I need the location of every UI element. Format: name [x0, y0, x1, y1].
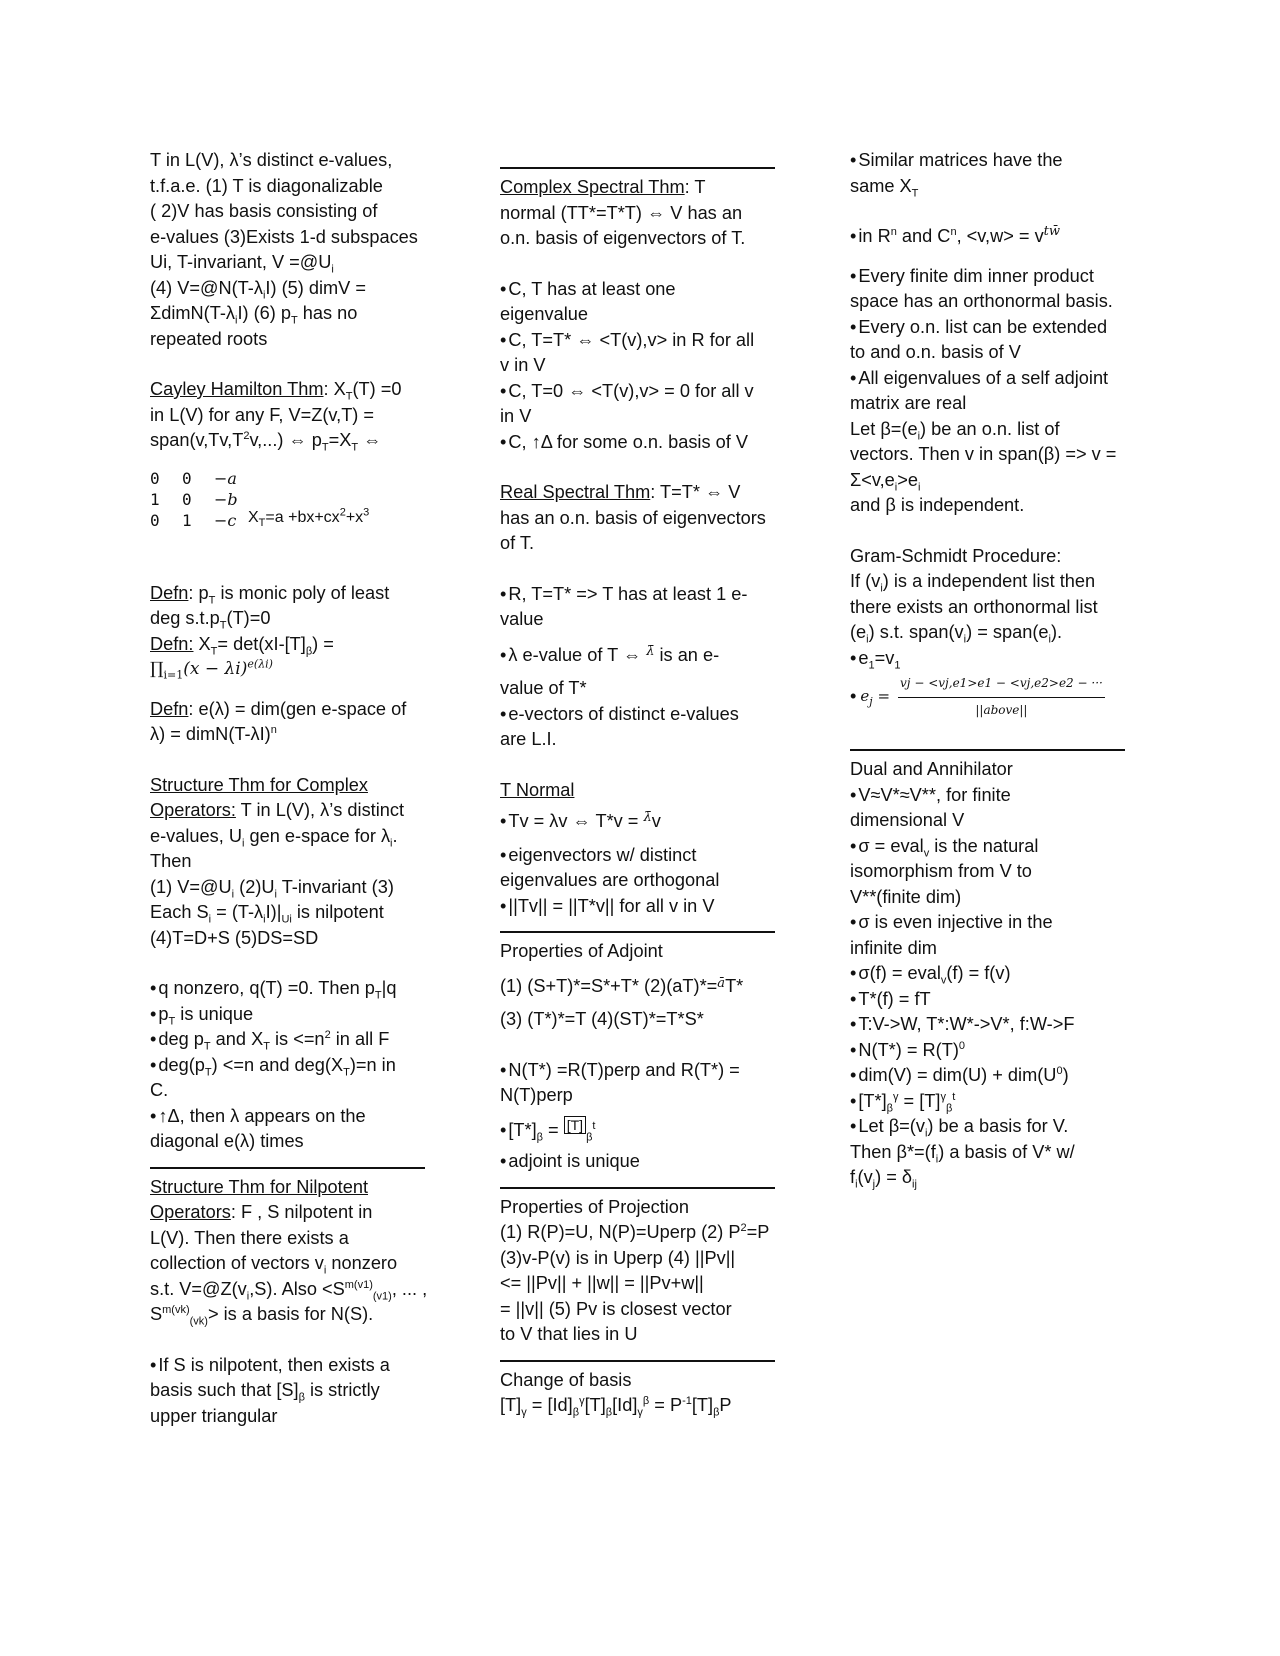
char-poly: $X_T=a +bx+cx^2+x^3$ [248, 506, 370, 530]
text-line: there exists an orthonormal list [850, 596, 1098, 617]
text-line: (1) $V=@U_i$ $(2)U_i$ T-invariant (3) [150, 876, 394, 901]
divider [500, 1360, 775, 1362]
text-line: Then [150, 851, 192, 871]
divider [850, 749, 1125, 751]
bullet: • deg $p_T$ and $X_T$ is $<=n^2$ in all F [150, 1027, 430, 1053]
text-line: v in V [500, 355, 546, 375]
text-line: value of T* [500, 678, 587, 698]
bullet: • $[T*]_\beta = [T]_\beta^t$ [500, 1113, 780, 1144]
text-line: Operators: F , S nilpotent in [150, 1202, 373, 1222]
column-left [150, 148, 430, 1429]
bullet: • eigenvectors w/ distinct [500, 843, 780, 869]
text-line: space has an orthonormal basis. [850, 291, 1113, 311]
fraction: $\frac{vj - <vj,e1>e1 - <vj,e2>e2 - \cdot\cdot\cdot}{\text{||above||}}$ [898, 671, 1105, 723]
bullet: • q nonzero, q(T) =0. Then $p_T|q$ [150, 976, 430, 1002]
bullet: • Similar matrices have the [850, 148, 1130, 174]
bullet: • If S is nilpotent, then exists a [150, 1353, 430, 1379]
divider [150, 1167, 425, 1169]
defn-minimal-poly: Defn: $p_T$ is monic poly of least [150, 582, 390, 607]
text-line: collection of vectors $v_i$ nonzero [150, 1253, 398, 1277]
text-line: eigenvalue [500, 304, 588, 324]
text-line: same $X_T$ [850, 175, 919, 200]
divider [500, 1187, 775, 1189]
product-formula: $\prod_{i=1}(x - \lambda i)^{e(\lambda i)}$ [150, 657, 273, 682]
text-line: value [500, 609, 544, 629]
text-line: infinite dim [850, 937, 937, 958]
text-line: deg $s.t.p_T(T)=0$ [150, 608, 271, 632]
bullet: • σ is even injective in the [850, 910, 1130, 936]
bullet: • σ(f) = eval$_v$(f) = f(v) [850, 961, 1130, 987]
text-line: e-values (3)Exists 1-d subspaces [150, 226, 418, 247]
bullet: • N(T*) =R(T)perp and R(T*) = [500, 1058, 780, 1084]
bullet: • ↑Δ, then λ appears on the [150, 1104, 430, 1130]
bullet: • λ e-value of T ⇔ $^{\lambdā}$ is an e- [500, 639, 780, 669]
text-line: (4)T=D+S (5)DS=SD [150, 927, 319, 948]
bullet: • e-vectors of distinct e-values [500, 702, 780, 728]
bullet: • $N(T*) = R(T)^0$ [850, 1038, 1130, 1064]
text-line: N(T)perp [500, 1085, 573, 1105]
text-line: V**(finite dim) [850, 886, 962, 907]
companion-matrix: 0 0 −a 1 0 −b 0 1 −c $X_T=a +bx+cx^2+x^3$ [150, 468, 370, 530]
text-line: $\Sigma<v,e_i>e_i$ [850, 469, 921, 494]
text-line: $S^{m(vk)}_{(vk)}>$ is a basis for N(S). [150, 1303, 374, 1328]
bullet: • Tv = λv ⇔ T*v = $^{\lambdā}$v [500, 805, 780, 835]
bullet: • V≈V*≈V**, for finite [850, 783, 1130, 809]
bullet: • C, T=0 ⇔ <T(v),v> = 0 for all v [500, 379, 780, 405]
change-of-basis-formula: $[T]_\gamma = [Id]_\beta^\gamma[T]_\beta[Id]_\gamma^\beta = P^{-1}[T]_\beta P$ [500, 1394, 732, 1419]
real-spectral-thm: Real Spectral Thm: T=T* ⇔ V [500, 482, 741, 502]
bullet: • Let $\beta=(v_i)$ be a basis for V. [850, 1114, 1130, 1140]
bullet: • $[T*]_\beta^\gamma = [T]^\gamma_\beta^t$ [850, 1089, 1130, 1115]
bullet: • T*(f) = fT [850, 987, 1130, 1013]
text-line: upper triangular [150, 1405, 278, 1426]
text-line: and β is independent. [850, 495, 1025, 515]
text-line: o.n. basis of eigenvectors of T. [500, 228, 746, 248]
text-line: in V [500, 406, 532, 426]
text-line: ( 2)V has basis consisting of [150, 201, 378, 221]
text-line: of T. [500, 533, 535, 553]
text-line: dimensional V [850, 810, 965, 830]
gram-schmidt-formula: • $e_j$ = $\frac{vj - <vj,e1>e1 - <vj,e2>e2 - \cdot\cdot\cdot}{\text{||above||}}$ [850, 671, 1130, 723]
bullet: • ||Tv|| = ||T*v|| for all v in V [500, 894, 780, 920]
bullet: • $dim(V) = dim(U) + dim(U^0)$ [850, 1063, 1130, 1089]
column-middle [500, 148, 780, 1419]
text-line: are L.I. [500, 729, 557, 749]
bullet: • $e_1=v_1$ [850, 646, 1130, 672]
text-line: Ui, T-invariant, $V =@U_i$ [150, 252, 334, 276]
text-line: repeated roots [150, 328, 268, 349]
text-line: (3) (T*)*=T (4)(ST)*=T*S* [500, 1009, 704, 1029]
text-line: $span(v,Tv,T^2v,...)$ ⇔ $p_T=X_T$ ⇔ [150, 429, 382, 454]
text-line: Each $S_i = (T-\lambda_iI)|_{Ui}$ is nilpotent [150, 902, 384, 926]
structure-thm-complex: Structure Thm for Complex [150, 774, 368, 795]
change-of-basis-title: Change of basis [500, 1369, 632, 1390]
bullet: • $deg(p_T) <=n$ and $deg(X_T)=n$ in [150, 1053, 430, 1079]
text-line: Then $\beta*=(f_i)$ a basis of V* w/ [850, 1141, 1075, 1166]
text-line: (1) R(P)=U, N(P)=Uperp (2) $P^2=P$ [500, 1221, 770, 1242]
text-line: $f_i(v_j) = \delta_{ij}$ [850, 1167, 917, 1191]
text-line: C. [150, 1080, 169, 1100]
bullet: • σ = eval$_v$ is the natural [850, 834, 1130, 860]
bullet: • T:V->W, T*:W*->V*, f:W->F [850, 1012, 1130, 1038]
bullet: • $p_T$ is unique [150, 1002, 430, 1028]
dual-title: Dual and Annihilator [850, 759, 1013, 779]
text-line: $\lambda) = dimN(T-\lambda I)^n$ [150, 723, 277, 744]
text-line: to and o.n. basis of V [850, 342, 1021, 362]
text-line: Let $\beta=(e_i)$ be an o.n. list of [850, 418, 1060, 443]
text-line: Operators: T in L(V), λ’s distinct [150, 800, 405, 820]
defn-char-poly: Defn: $X_T= \det(xI-[T]_\beta)$ = [150, 633, 334, 658]
text-line: $\Sigma dimN(T-\lambda_iI)$ (6) $p_T$ has no [150, 303, 358, 327]
text-line: L(V). Then there exists a [150, 1227, 349, 1248]
text-line: normal (TT*=T*T) ⇔ V has an [500, 202, 743, 223]
divider [500, 931, 775, 933]
bullet: • R, T=T* => T has at least 1 e- [500, 582, 780, 608]
cayley-hamilton: Cayley Hamilton Thm: $X_T(T) =0$ [150, 379, 402, 403]
text-line: vectors. Then v in span(β) => v = [850, 444, 1117, 464]
text-line: If $(v_i)$ is a independent list then [850, 571, 1096, 595]
column-right [850, 148, 1130, 1191]
text-line: e-values, $U_i$ gen e-space for $\lambda_i$. [150, 825, 398, 850]
bullet: • Every o.n. list can be extended [850, 315, 1130, 341]
text-line: <= ||Pv|| + ||w|| = ||Pv+w|| [500, 1273, 704, 1293]
text-line: has an o.n. basis of eigenvectors [500, 507, 766, 528]
text-line: = ||v|| (5) Pv is closest vector [500, 1298, 732, 1319]
projection-title: Properties of Projection [500, 1196, 690, 1217]
text-line: isomorphism from V to [850, 861, 1032, 881]
bullet: • All eigenvalues of a self adjoint [850, 366, 1130, 392]
bullet: • Every finite dim inner product [850, 264, 1130, 290]
text-line: matrix are real [850, 393, 967, 413]
structure-thm-nilpotent: Structure Thm for Nilpotent [150, 1176, 369, 1197]
text-line: (1) (S+T)*=S*+T* (2)(aT)*=$^ā$T* [500, 975, 744, 996]
t-normal-title: T Normal [500, 779, 575, 800]
adjoint-title: Properties of Adjoint [500, 941, 663, 961]
text-line: s.t. $V=@Z(v_i,S)$. Also $<S^{m(v1)}_{(v1)}$, ... , [150, 1278, 428, 1303]
text-line: eigenvalues are orthogonal [500, 870, 720, 890]
bullet: • adjoint is unique [500, 1149, 780, 1175]
text-line: diagonal e(λ) times [150, 1131, 304, 1151]
defn-algebraic-mult: Defn: e(λ) = dim(gen e-space of [150, 698, 407, 719]
text-line: to V that lies in U [500, 1324, 638, 1344]
gram-schmidt-title: Gram-Schmidt Procedure: [850, 545, 1062, 566]
bullet: • in $R^n$ and $C^n$, $<v,w> = v^{tw̄}$ [850, 224, 1130, 250]
text-line: T in L(V), λ’s distinct e-values, [150, 150, 393, 170]
complex-spectral-thm: Complex Spectral Thm: T [500, 177, 706, 197]
text-line: $(e_i)$ s.t. $span(v_i)$ = $span(e_i)$. [850, 622, 1063, 646]
text-line: in L(V) for any F, V=Z(v,T) = [150, 404, 375, 425]
text-line: basis such that $[S]_\beta$ is strictly [150, 1380, 380, 1404]
bullet: • C, T has at least one [500, 277, 780, 303]
bullet: • C, ↑Δ for some o.n. basis of V [500, 430, 780, 456]
text-line: (4) $V=@N(T-\lambda_iI)$ (5) dimV = [150, 277, 366, 302]
text-line: t.f.a.e. (1) T is diagonalizable [150, 175, 383, 196]
bullet: • C, T=T* ⇔ <T(v),v> in R for all [500, 328, 780, 354]
divider [500, 167, 775, 169]
text-line: (3)v-P(v) is in Uperp (4) ||Pv|| [500, 1247, 736, 1268]
